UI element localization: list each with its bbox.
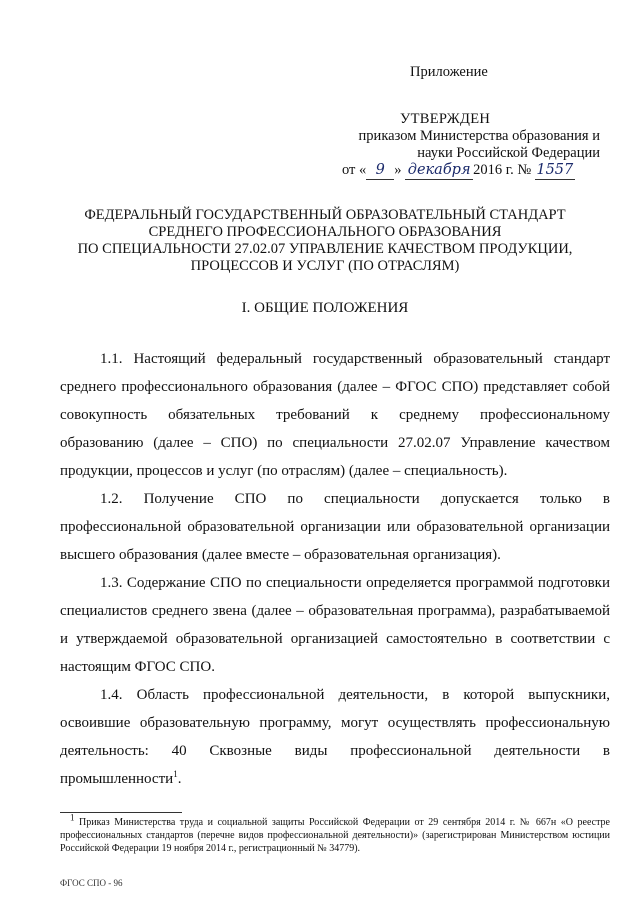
footnote-separator <box>60 812 182 813</box>
title-line-2: СРЕДНЕГО ПРОФЕССИОНАЛЬНОГО ОБРАЗОВАНИЯ <box>148 224 502 240</box>
paragraph-1-3: 1.3. Содержание СПО по специальности определяется программой подготовки специалистов среднего звена (далее – образовательная программа), разрабатываемой и утверждаемой образовательной организацией самостоятельно в соответствии с настоящим ФГОС СПО. <box>60 575 610 675</box>
order-date-line <box>342 162 575 180</box>
paragraph-1-4: 1.4. Область профессиональной деятельности, в которой выпускники, освоившие образовательную программу, могут осуществлять профессиональную деятельность: 40 Сквозные виды профессиональной деятельности в промышленности$^1$. <box>60 687 610 787</box>
order-text <box>340 128 600 162</box>
paragraph-1-2: 1.2. Получение СПО по специальности допускается только в профессиональной образовательной организации или образовательной организации высшего образования (далее вместе – образовательная организация). <box>60 491 610 563</box>
footnote-text: Приказ Министерства труда и социальной защиты Российской Федерации от 29 сентября 2014 г. № 667н «О реестре профессиональных стандартов (перечне видов профессиональной деятельности)» (зарегистрирован Министерством юстиции Российской Федерации 19 ноября 2014 г., регистрационный № 34779). <box>60 817 610 854</box>
title-line-4: ПРОЦЕССОВ И УСЛУГ (ПО ОТРАСЛЯМ) <box>190 258 460 274</box>
paragraph-1-1: 1.1. Настоящий федеральный государственный образовательный стандарт среднего профессионального образования (далее – ФГОС СПО) представляет собой совокупность обязательных требований к среднему профессиональному образованию (далее – СПО) по специальности 27.02.07 Управление качеством продукции, процессов и услуг (по отраслям) (далее – специальность). <box>60 351 610 479</box>
date-month-handwritten: декабря <box>405 162 473 180</box>
date-day-handwritten: 9 <box>366 162 394 180</box>
order-number-handwritten: 1557 <box>536 162 574 178</box>
date-prefix: от « <box>342 162 367 178</box>
footnote-reference[interactable]: 1 <box>173 769 178 779</box>
section-heading: I. ОБЩИЕ ПОЛОЖЕНИЯ <box>241 300 409 316</box>
appendix-label: Приложение <box>410 64 488 80</box>
order-line-2: науки Российской Федерации <box>417 145 600 161</box>
date-mid: » <box>394 162 402 178</box>
title-line-1: ФЕДЕРАЛЬНЫЙ ГОСУДАРСТВЕННЫЙ ОБРАЗОВАТЕЛЬНЫЙ СТАНДАРТ <box>84 207 566 223</box>
date-year: 2016 г. № <box>473 162 532 178</box>
footnote-mark: 1 <box>70 812 75 823</box>
paragraph-1-4-text: 1.4. Область профессиональной деятельности, в которой выпускники, освоившие образовательную программу, могут осуществлять профессиональную деятельность: 40 Сквозные виды профессиональной деятельности в промышленности <box>60 687 610 787</box>
document-id: ФГОС СПО - 96 <box>60 878 123 888</box>
document-body <box>60 345 610 793</box>
title-line-3: ПО СПЕЦИАЛЬНОСТИ 27.02.07 УПРАВЛЕНИЕ КАЧЕСТВОМ ПРОДУКЦИИ, <box>77 241 573 257</box>
order-line-1: приказом Министерства образования и <box>358 128 600 144</box>
footnote <box>60 812 610 855</box>
approved-label: УТВЕРЖДЕН <box>400 111 491 127</box>
document-title <box>40 207 610 275</box>
